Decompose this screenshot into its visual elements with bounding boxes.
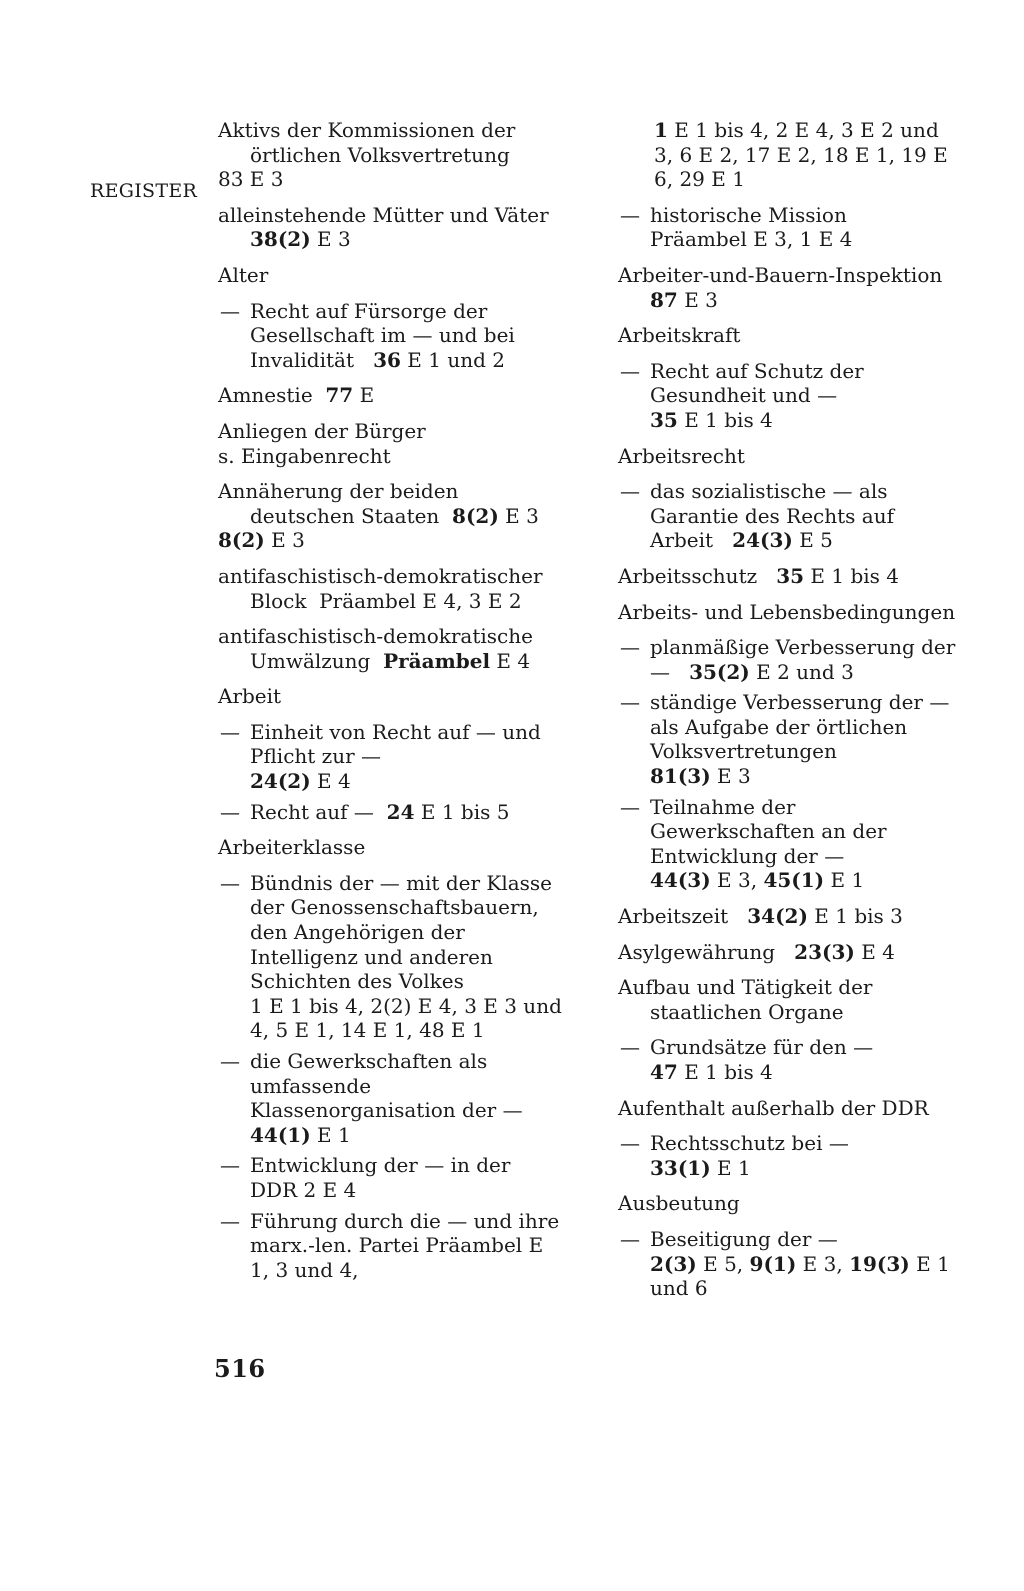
index-subentry <box>618 1227 963 1301</box>
dash-marker: — <box>220 1208 240 1233</box>
entry-reference: E <box>353 383 375 408</box>
entry-reference: 83 E 3 <box>218 167 284 192</box>
index-entry <box>218 624 563 673</box>
dash-marker: — <box>620 794 640 819</box>
entry-reference-article: 8(2) <box>452 503 499 528</box>
subentry-text: Recht auf Fürsorge der Gesellschaft im — und bei Invalidität <box>250 298 515 372</box>
entry-reference: E 4 <box>854 939 895 964</box>
entry-term: antifaschistisch-demokratischer Block <box>218 563 543 613</box>
index-entry <box>618 940 963 965</box>
entry-term: Annäherung der beiden deutschen Staaten <box>218 479 459 528</box>
index-entry <box>218 118 563 192</box>
entry-term: alleinstehende Mütter und Väter <box>218 202 549 227</box>
subentry-text: ständige Verbesserung der — als Aufgabe der örtlichen Volksvertretungen <box>650 690 950 764</box>
index-entry-continued <box>618 118 963 192</box>
entry-reference-article: 47 <box>650 1060 678 1084</box>
entry-reference: E 1 <box>824 868 865 893</box>
subentry-text: Grundsätze für den — <box>650 1035 874 1060</box>
entry-reference: E 1 und 2 <box>400 347 505 372</box>
entry-term: Arbeit <box>218 684 282 709</box>
entry-term: Arbeits- und Lebensbedingungen <box>618 599 956 624</box>
index-subentry <box>618 635 963 684</box>
dash-marker: — <box>620 479 640 504</box>
entry-term: Ausbeutung <box>618 1191 740 1216</box>
index-subentry <box>218 1153 563 1202</box>
entry-reference-article: 33(1) <box>650 1155 711 1180</box>
dash-marker: — <box>220 799 240 824</box>
dash-marker: — <box>620 635 640 660</box>
entry-reference: 1 E 1 bis 4, 2(2) E 4, 3 E 3 und 4, 5 E 1, 14 E 1, 48 E 1 <box>250 993 562 1043</box>
entry-reference-article: 34(2) <box>747 904 808 929</box>
register-label: REGISTER <box>90 180 198 202</box>
entry-reference-article: 81(3) <box>650 764 711 789</box>
index-entry <box>218 564 563 613</box>
index-entry <box>618 1096 963 1121</box>
entry-term: Aufbau und Tätigkeit der staatlichen Organe <box>618 975 873 1024</box>
entry-term: Aufenthalt außerhalb der DDR <box>618 1095 929 1120</box>
index-entry <box>218 684 563 709</box>
entry-reference: E 4 <box>310 769 351 794</box>
index-entry <box>218 835 563 860</box>
index-column-right <box>618 118 963 1307</box>
index-subentry <box>618 690 963 788</box>
dash-marker: — <box>620 1035 640 1060</box>
index-column-left <box>218 118 563 1288</box>
dash-marker: — <box>220 870 240 895</box>
entry-reference-article: 8(2) <box>218 528 265 553</box>
entry-reference: E 3 <box>310 227 351 252</box>
entry-reference: Präambel E 3, 1 E 4 <box>650 227 853 252</box>
index-entry <box>618 564 963 589</box>
entry-reference-article: 77 <box>325 383 354 408</box>
subentry-text: die Gewerkschaften als umfassende Klassenorganisation der — <box>250 1049 523 1123</box>
entry-reference-article: 44(3) <box>650 868 711 893</box>
dash-marker: — <box>220 298 240 323</box>
dash-marker: — <box>220 1049 240 1073</box>
dash-marker: — <box>620 1131 640 1156</box>
entry-reference: E 2 und 3 <box>749 659 854 684</box>
index-subentry <box>618 359 963 433</box>
entry-reference: E 3 <box>677 287 718 312</box>
entry-reference: E 1 bis 4, 2 E 4, 3 E 2 und 3, 6 E 2, 17 E 2, 18 E 1, 19 E 6, 29 E 1 <box>654 118 948 192</box>
entry-term: Alter <box>218 262 269 287</box>
entry-term: Aktivs der Kommissionen der örtlichen Volksvertretung <box>218 118 516 167</box>
index-entry <box>218 479 563 553</box>
index-entry <box>218 383 563 408</box>
entry-reference: E 1 <box>310 1122 351 1147</box>
index-subentry <box>218 800 563 825</box>
index-subentry <box>218 1049 563 1147</box>
page-number: 516 <box>214 1354 266 1383</box>
entry-reference: E 1 bis 4 <box>804 563 900 588</box>
entry-term: Arbeiter-und-Bauern-Inspektion <box>618 262 943 287</box>
dash-marker: — <box>620 690 640 715</box>
index-entry <box>618 323 963 348</box>
entry-reference: E 1 und 6 <box>650 1251 950 1301</box>
entry-reference: Präambel E 4, 3 E 2 <box>319 588 522 613</box>
entry-reference: s. Eingabenrecht <box>218 443 391 468</box>
dash-marker: — <box>220 1153 240 1178</box>
entry-reference: E 3 <box>264 528 305 553</box>
index-subentry <box>618 203 963 252</box>
index-subentry <box>218 299 563 373</box>
entry-reference-article: Präambel <box>383 648 491 673</box>
index-subentry <box>618 479 963 553</box>
entry-reference-article: 45(1) <box>763 868 825 893</box>
index-subentry <box>218 720 563 794</box>
entry-reference: E 1 bis 5 <box>414 799 510 824</box>
dash-marker: — <box>620 1226 640 1251</box>
entry-term: Arbeitskraft <box>618 323 741 348</box>
index-subentry <box>218 871 563 1043</box>
entry-reference-article: 1 <box>654 118 668 142</box>
entry-reference-article: 35 <box>776 563 805 588</box>
subentry-text: das sozialistische — als Garantie des Rechts auf Arbeit <box>650 479 894 553</box>
index-subentry <box>218 1209 563 1283</box>
subentry-text: historische Mission <box>650 202 847 227</box>
entry-term: antifaschistisch-demokratische Umwälzung <box>218 624 533 673</box>
index-subentry <box>618 1131 963 1180</box>
entry-reference: E 4 <box>490 648 531 673</box>
subentry-text: Entwicklung der — in der DDR 2 E 4 <box>250 1153 511 1202</box>
entry-term: Arbeiterklasse <box>218 835 366 860</box>
subentry-text: Führung durch die — und ihre marx.-len. Partei Präambel E 1, 3 und 4, <box>250 1208 560 1282</box>
entry-reference-article: 35 <box>650 407 678 432</box>
subentry-text: Teilnahme der Gewerkschaften an der Entwicklung der — <box>650 794 887 868</box>
entry-term: Arbeitszeit <box>618 904 729 929</box>
entry-reference-article: 24(2) <box>250 769 311 794</box>
entry-reference-article: 38(2) <box>250 227 311 252</box>
entry-term: Amnestie <box>218 383 313 408</box>
index-entry <box>618 1191 963 1216</box>
entry-reference: E 3 <box>710 764 751 789</box>
index-subentry <box>618 795 963 893</box>
index-subentry <box>618 1035 963 1084</box>
index-entry <box>618 263 963 312</box>
entry-reference-article: 2(3) <box>650 1251 697 1276</box>
dash-marker: — <box>620 202 640 227</box>
index-entry <box>218 203 563 252</box>
index-entry <box>618 975 963 1024</box>
subentry-text: Bündnis der — mit der Klasse der Genossenschaftsbauern, den Angehörigen der Intelligenz und anderen Schichten des Volkes <box>250 870 553 994</box>
entry-reference: E 3, <box>710 868 764 893</box>
index-entry <box>618 904 963 929</box>
index-entry <box>218 263 563 288</box>
index-entry <box>218 419 563 468</box>
dash-marker: — <box>220 719 240 744</box>
entry-reference-article: 9(1) <box>749 1251 797 1276</box>
entry-term: Asylgewährung <box>618 939 776 964</box>
entry-reference: E 1 bis 4 <box>677 1060 773 1084</box>
subentry-text: Recht auf Schutz der Gesundheit und — <box>650 358 864 408</box>
index-entry <box>618 600 963 625</box>
index-entry <box>618 444 963 469</box>
entry-reference: E 1 bis 4 <box>677 407 773 432</box>
entry-reference-article: 44(1) <box>250 1122 311 1147</box>
subentry-text: Beseitigung der — <box>650 1226 838 1251</box>
entry-reference: E 3 <box>498 503 539 528</box>
subentry-text: planmäßige Verbesserung der — <box>650 635 956 684</box>
entry-reference: E 5, <box>696 1251 750 1276</box>
subentry-text: Recht auf — <box>250 799 374 824</box>
entry-reference: E 1 <box>710 1155 751 1180</box>
entry-reference-article: 24(3) <box>732 528 793 553</box>
entry-reference-article: 24 <box>386 799 415 824</box>
entry-term: Anliegen der Bürger <box>218 418 426 443</box>
subentry-text: Einheit von Recht auf — und Pflicht zur — <box>250 719 541 769</box>
entry-reference: E 5 <box>792 528 833 553</box>
dash-marker: — <box>620 358 640 383</box>
entry-reference-article: 23(3) <box>794 939 855 964</box>
entry-reference-article: 87 <box>650 287 678 312</box>
entry-reference-article: 35(2) <box>689 659 750 684</box>
entry-reference: E 3, <box>796 1251 850 1276</box>
entry-reference: E 1 bis 3 <box>807 904 903 929</box>
entry-reference-article: 36 <box>373 347 401 372</box>
subentry-text: Rechtsschutz bei — <box>650 1131 849 1156</box>
entry-term: Arbeitsrecht <box>618 443 745 468</box>
entry-reference-article: 19(3) <box>849 1251 910 1276</box>
entry-term: Arbeitsschutz <box>618 563 758 588</box>
